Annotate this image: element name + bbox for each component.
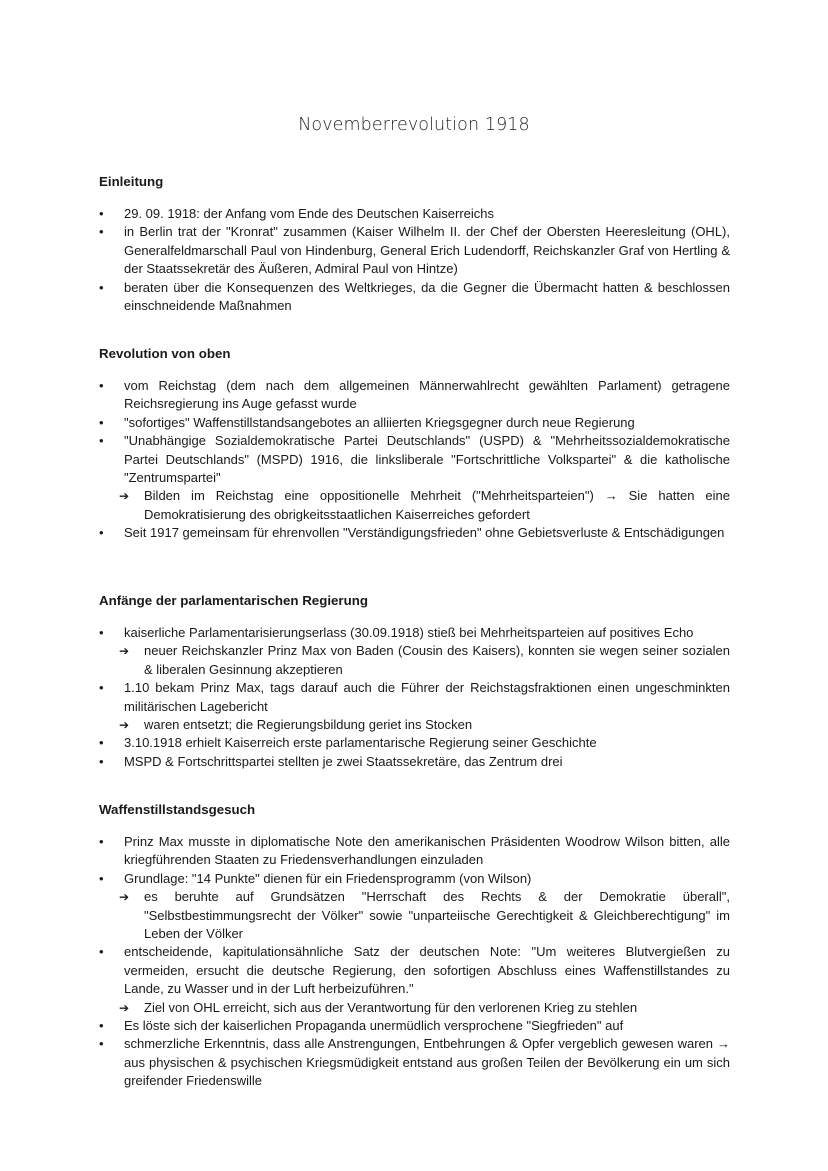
bullet-list (99, 624, 730, 771)
sub-list-item (99, 642, 730, 679)
sub-item-text: Bilden im Reichstag eine oppositionelle Mehrheit ("Mehrheitsparteien") → Sie hatten eine Demokratisierung des obrigkeitsstaatlichen Kaiserreiches gefordert (144, 488, 730, 522)
section-heading: Waffenstillstandsgesuch (99, 802, 256, 817)
list-item: • entscheidende, kapitulationsähnliche Satz der deutschen Note: "Um weiteres Blutvergießen zu vermeiden, ersucht die deutsche Regierung, den sofortigen Abschluss eines Waffenstillstandes zu Lande, zu Wasser und in der Luft herbeizuführen." (99, 943, 730, 998)
sub-item-text: Ziel von OHL erreicht, sich aus der Verantwortung für den verlorenen Krieg zu stehlen (144, 999, 638, 1015)
arrow-right-icon: ➔ (119, 1000, 130, 1015)
list-item: • kaiserliche Parlamentarisierungserlass (30.09.1918) stieß bei Mehrheitsparteien auf positives Echo (99, 624, 730, 642)
section-revolution-von-oben (99, 345, 730, 543)
list-item: • in Berlin trat der "Kronrat" zusammen (Kaiser Wilhelm II. der Chef der Obersten Heeresleitung (OHL), Generalfeldmarschall Paul von Hindenburg, General Erich Ludendorff, Reichskanzler Graf von Hertling & der Staatssekretär des Äußeren, Admiral Paul von Hintze) (99, 223, 730, 278)
list-item: • Grundlage: "14 Punkte" dienen für ein Friedensprogramm (von Wilson) (99, 870, 730, 888)
bullet-list (99, 377, 730, 543)
list-item: • "sofortiges" Waffenstillstandsangebotes an alliierten Kriegsgegner durch neue Regierung (99, 414, 730, 432)
arrow-right-icon: ➔ (119, 489, 130, 504)
section-anfaenge-parlamentarische-regierung (99, 592, 730, 771)
list-item: • 1.10 bekam Prinz Max, tags darauf auch die Führer der Reichstagsfraktionen einen ungeschminkten militärischen Lagebericht (99, 679, 730, 716)
list-item: • schmerzliche Erkenntnis, dass alle Anstrengungen, Entbehrungen & Opfer vergeblich gewesen waren → aus physischen & psychischen Kriegsmüdigkeit entstand aus großen Teilen der Bevölkerung ein um sich greifender Friedenswille (99, 1035, 730, 1090)
list-item: • beraten über die Konsequenzen des Weltkrieges, da die Gegner die Übermacht hatten & beschlossen einschneidende Maßnahmen (99, 279, 730, 316)
sub-item-text: es beruhte auf Grundsätzen "Herrschaft des Rechts & der Demokratie überall", "Selbstbestimmungsrecht der Völker" sowie "unparteiische Gerechtigkeit & Gleichberechtigung" im Leben der Völker (144, 889, 730, 942)
arrow-right-icon: ➔ (119, 644, 130, 659)
document-title: Novemberrevolution 1918 (298, 115, 530, 135)
arrow-right-icon: ➔ (119, 718, 130, 733)
sub-list-item (99, 487, 730, 524)
bullet-list (99, 205, 730, 315)
list-item: • Prinz Max musste in diplomatische Note den amerikanischen Präsidenten Woodrow Wilson bitten, alle kriegführenden Staaten zu Friedensverhandlungen einzuladen (99, 833, 730, 870)
list-item: • 3.10.1918 erhielt Kaiserreich erste parlamentarische Regierung seiner Geschichte (99, 734, 730, 752)
list-item: • Seit 1917 gemeinsam für ehrenvollen "Verständigungsfrieden" ohne Gebietsverluste & Entschädigungen (99, 524, 730, 542)
section-heading: Revolution von oben (99, 346, 231, 361)
sub-list-item (99, 716, 730, 734)
list-item: • 29. 09. 1918: der Anfang vom Ende des Deutschen Kaiserreichs (99, 205, 730, 223)
section-waffenstillstandsgesuch (99, 801, 730, 1091)
list-item: • vom Reichstag (dem nach dem allgemeinen Männerwahlrecht gewählten Parlament) getragene Reichsregierung ins Auge gefasst wurde (99, 377, 730, 414)
sub-item-text: neuer Reichskanzler Prinz Max von Baden (Cousin des Kaisers), konnten sie wegen seiner sozialen & liberalen Gesinnung akzeptieren (144, 643, 730, 677)
sub-list-item (99, 999, 730, 1017)
sub-item-text: waren entsetzt; die Regierungsbildung geriet ins Stocken (144, 717, 473, 733)
section-einleitung (99, 173, 730, 315)
bullet-list (99, 833, 730, 1091)
section-heading: Anfänge der parlamentarischen Regierung (99, 593, 368, 608)
list-item: • MSPD & Fortschrittspartei stellten je zwei Staatssekretäre, das Zentrum drei (99, 753, 730, 771)
list-item: • Es löste sich der kaiserlichen Propaganda unermüdlich versprochene "Siegfrieden" auf (99, 1017, 730, 1035)
sub-list-item (99, 888, 730, 943)
arrow-right-icon: ➔ (119, 890, 130, 905)
section-heading: Einleitung (99, 174, 164, 189)
list-item: • "Unabhängige Sozialdemokratische Partei Deutschlands" (USPD) & "Mehrheitssozialdemokratische Partei Deutschlands" (MSPD) 1916, die linksliberale "Fortschrittliche Volkspartei" & die katholische "Zentrumspartei" (99, 432, 730, 487)
